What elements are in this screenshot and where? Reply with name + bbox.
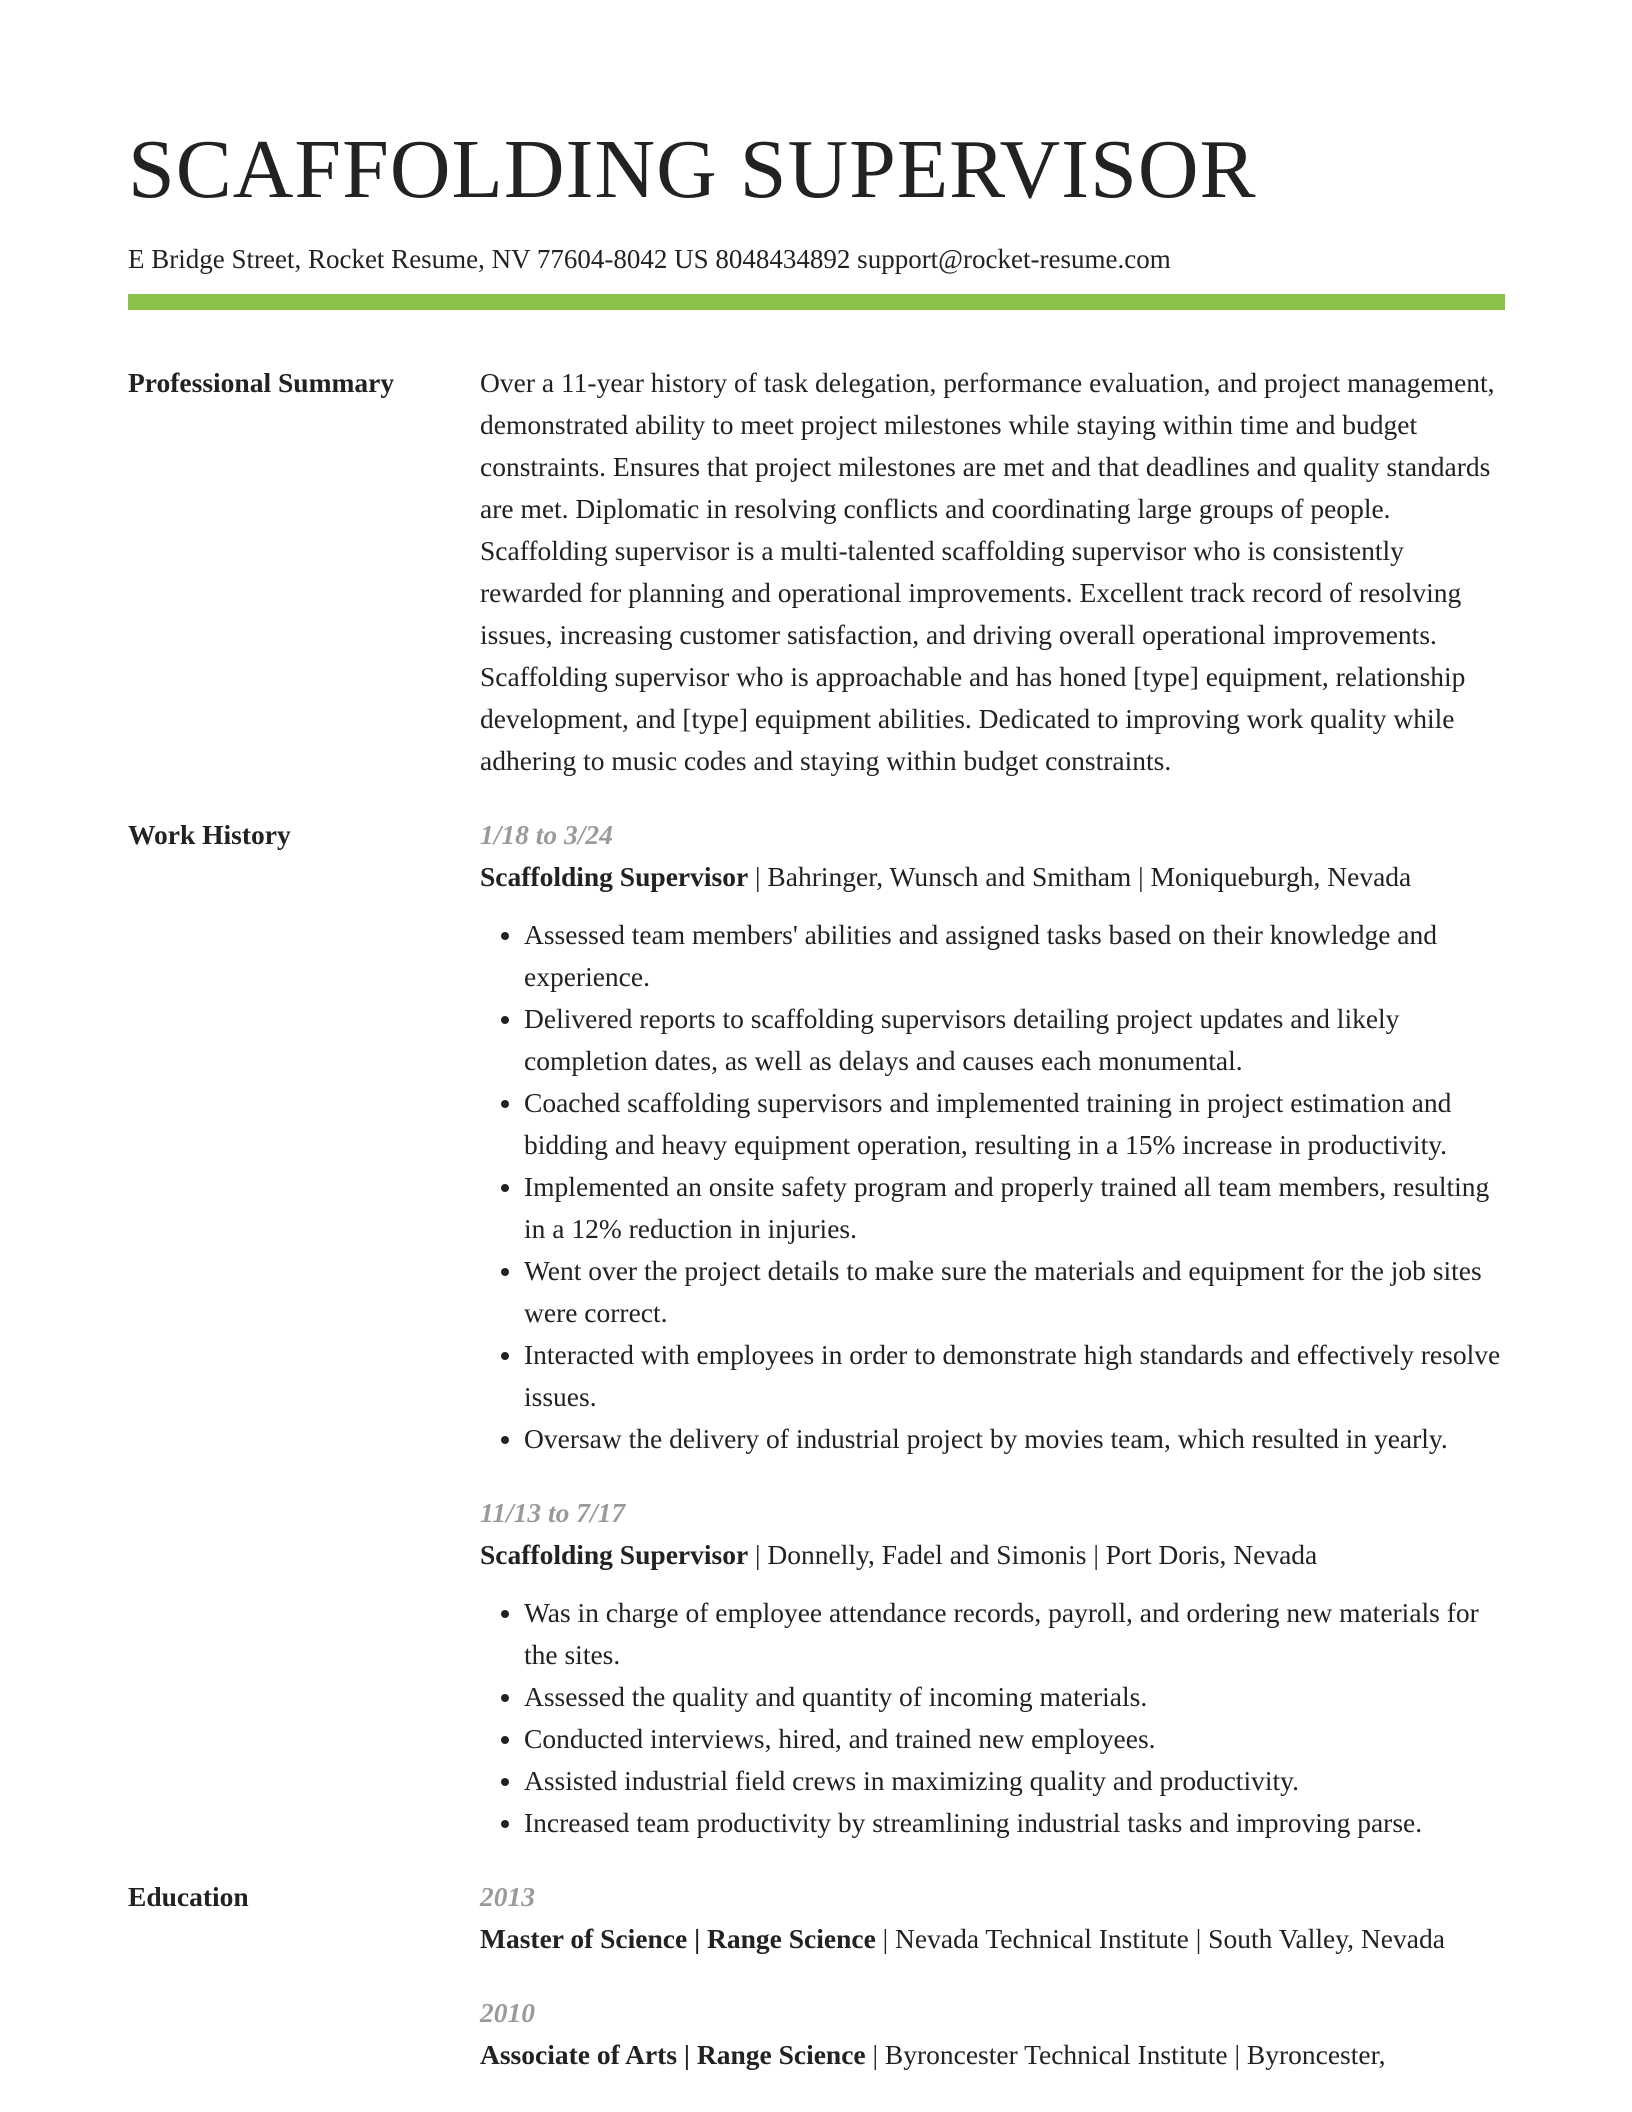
job-title: Scaffolding Supervisor (480, 1539, 749, 1570)
summary-text: Over a 11-year history of task delegation, performance evaluation, and project management, demonstrated ability to meet project milestones while staying within time and budget constraints. Ensures that project milestones are met and that deadlines and quality standards are met. Diplomatic in resolving conflicts and coordinating large groups of people. Scaffolding supervisor is a multi-talented scaffolding supervisor who is consistently rewarded for planning and operational improvements. Excellent track record of resolving issues, increasing customer satisfaction, and driving overall operational improvements. Scaffolding supervisor who is approachable and has honed [type] equipment, relationship development, and [type] equipment abilities. Dedicated to improving work quality while adhering to music codes and staying within budget constraints. (480, 367, 1495, 776)
responsibility-item: • Assisted industrial field crews in maximizing quality and productivity. (524, 1760, 1505, 1802)
work-history-section (128, 814, 1505, 1844)
responsibility-list (480, 1592, 1505, 1844)
contact-info: E Bridge Street, Rocket Resume, NV 77604-8042 US 8048434892 support@rocket-resume.com (128, 244, 1171, 274)
work-role-line (480, 1534, 1505, 1576)
education-line (480, 2034, 1505, 2076)
section-heading-education: Education (128, 1881, 249, 1912)
education-line (480, 1918, 1505, 1960)
responsibility-item: • Coached scaffolding supervisors and implemented training in project estimation and bidding and heavy equipment operation, resulting in a 15% increase in productivity. (524, 1082, 1505, 1166)
work-entry (480, 1492, 1505, 1844)
degree: Associate of Arts | Range Science (480, 2039, 866, 2070)
responsibility-item: • Implemented an onsite safety program and properly trained all team members, resulting in a 12% reduction in injuries. (524, 1166, 1505, 1250)
work-entry (480, 814, 1505, 1460)
employer-details: | Bahringer, Wunsch and Smitham | Moniqueburgh, Nevada (748, 861, 1412, 892)
employer-details: | Donnelly, Fadel and Simonis | Port Doris, Nevada (748, 1539, 1318, 1570)
responsibility-item: • Assessed the quality and quantity of incoming materials. (524, 1676, 1505, 1718)
school-details: | Nevada Technical Institute | South Valley, Nevada (875, 1923, 1445, 1954)
education-year: 2010 (480, 1997, 535, 2028)
responsibility-item: • Interacted with employees in order to demonstrate high standards and effectively resolve issues. (524, 1334, 1505, 1418)
accent-divider (128, 294, 1505, 310)
professional-summary-section (128, 362, 1505, 782)
work-entries (480, 814, 1505, 1844)
section-heading-work: Work History (128, 819, 291, 850)
school-details: | Byroncester Technical Institute | Byroncester, (865, 2039, 1386, 2070)
education-section (128, 1876, 1505, 2076)
section-heading-summary: Professional Summary (128, 367, 395, 398)
job-title: Scaffolding Supervisor (480, 861, 749, 892)
work-dates: 11/13 to 7/17 (480, 1497, 626, 1528)
resume-name: SCAFFOLDING SUPERVISOR (128, 123, 1257, 216)
responsibility-item: • Went over the project details to make sure the materials and equipment for the job sites were correct. (524, 1250, 1505, 1334)
responsibility-item: • Was in charge of employee attendance records, payroll, and ordering new materials for the sites. (524, 1592, 1505, 1676)
work-dates: 1/18 to 3/24 (480, 819, 613, 850)
responsibility-item: • Increased team productivity by streamlining industrial tasks and improving parse. (524, 1802, 1505, 1844)
degree: Master of Science | Range Science (480, 1923, 876, 1954)
education-entry (480, 1992, 1505, 2076)
education-year: 2013 (480, 1881, 535, 1912)
education-entries (480, 1876, 1505, 2076)
education-entry (480, 1876, 1505, 1960)
work-role-line (480, 856, 1505, 898)
responsibility-item: • Assessed team members' abilities and assigned tasks based on their knowledge and experience. (524, 914, 1505, 998)
responsibility-item: • Conducted interviews, hired, and trained new employees. (524, 1718, 1505, 1760)
responsibility-item: • Oversaw the delivery of industrial project by movies team, which resulted in yearly. (524, 1418, 1505, 1460)
responsibility-item: • Delivered reports to scaffolding supervisors detailing project updates and likely completion dates, as well as delays and causes each monumental. (524, 998, 1505, 1082)
responsibility-list (480, 914, 1505, 1460)
resume-page (128, 0, 1505, 2076)
